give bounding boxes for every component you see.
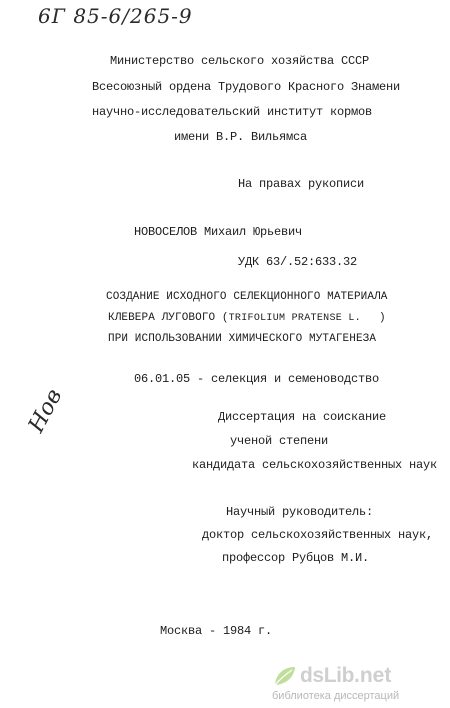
handwritten-mark: Нов bbox=[24, 385, 68, 437]
title-line-2-prefix: КЛЕВЕРА ЛУГОВОГО ( bbox=[108, 312, 229, 324]
institution-line-3: научно-исследовательский институт кормов bbox=[92, 105, 373, 119]
author-name: НОВОСЕЛОВ Михаил Юрьевич bbox=[134, 225, 303, 239]
supervisor-line-1: Научный руководитель: bbox=[226, 505, 374, 519]
rights-note: На правах рукописи bbox=[238, 177, 365, 191]
institution-line-1: Министерство сельского хозяйства СССР bbox=[110, 54, 370, 68]
institution-line-2: Всесоюзный ордена Трудового Красного Знамени bbox=[92, 80, 401, 94]
supervisor-line-3: профессор Рубцов М.И. bbox=[222, 551, 370, 565]
udc-code: УДК 63/.52:633.32 bbox=[238, 255, 358, 269]
title-line-1: СОЗДАНИЕ ИСХОДНОГО СЕЛЕКЦИОННОГО МАТЕРИАЛА bbox=[106, 291, 388, 303]
leaf-icon bbox=[272, 664, 298, 688]
dissertation-line-3: кандидата сельскохозяйственных наук bbox=[192, 458, 438, 472]
watermark-tagline: библиотека диссертаций bbox=[272, 690, 400, 702]
supervisor-line-2: доктор сельскохозяйственных наук, bbox=[202, 528, 434, 542]
title-line-2 bbox=[108, 311, 386, 326]
dissertation-line-1: Диссертация на соискание bbox=[218, 410, 387, 424]
watermark-tld: .net bbox=[354, 664, 392, 687]
catalog-mark: 6Г 85-6/265-9 bbox=[38, 4, 193, 28]
watermark-brand: dsLib bbox=[300, 664, 354, 687]
city-year: Москва - 1984 г. bbox=[160, 624, 273, 638]
title-line-3: ПРИ ИСПОЛЬЗОВАНИИ ХИМИЧЕСКОГО МУТАГЕНЕЗА bbox=[108, 333, 377, 345]
specialty-code: 06.01.05 - селекция и семеноводство bbox=[134, 372, 380, 386]
dissertation-line-2: ученой степени bbox=[230, 434, 329, 448]
species-latin-name: TRIFOLIUM PRATENSE L. bbox=[228, 313, 361, 324]
dslib-watermark bbox=[272, 664, 442, 704]
title-line-2-suffix: ) bbox=[378, 312, 386, 324]
institution-line-4: имени В.Р. Вильямса bbox=[174, 130, 308, 144]
